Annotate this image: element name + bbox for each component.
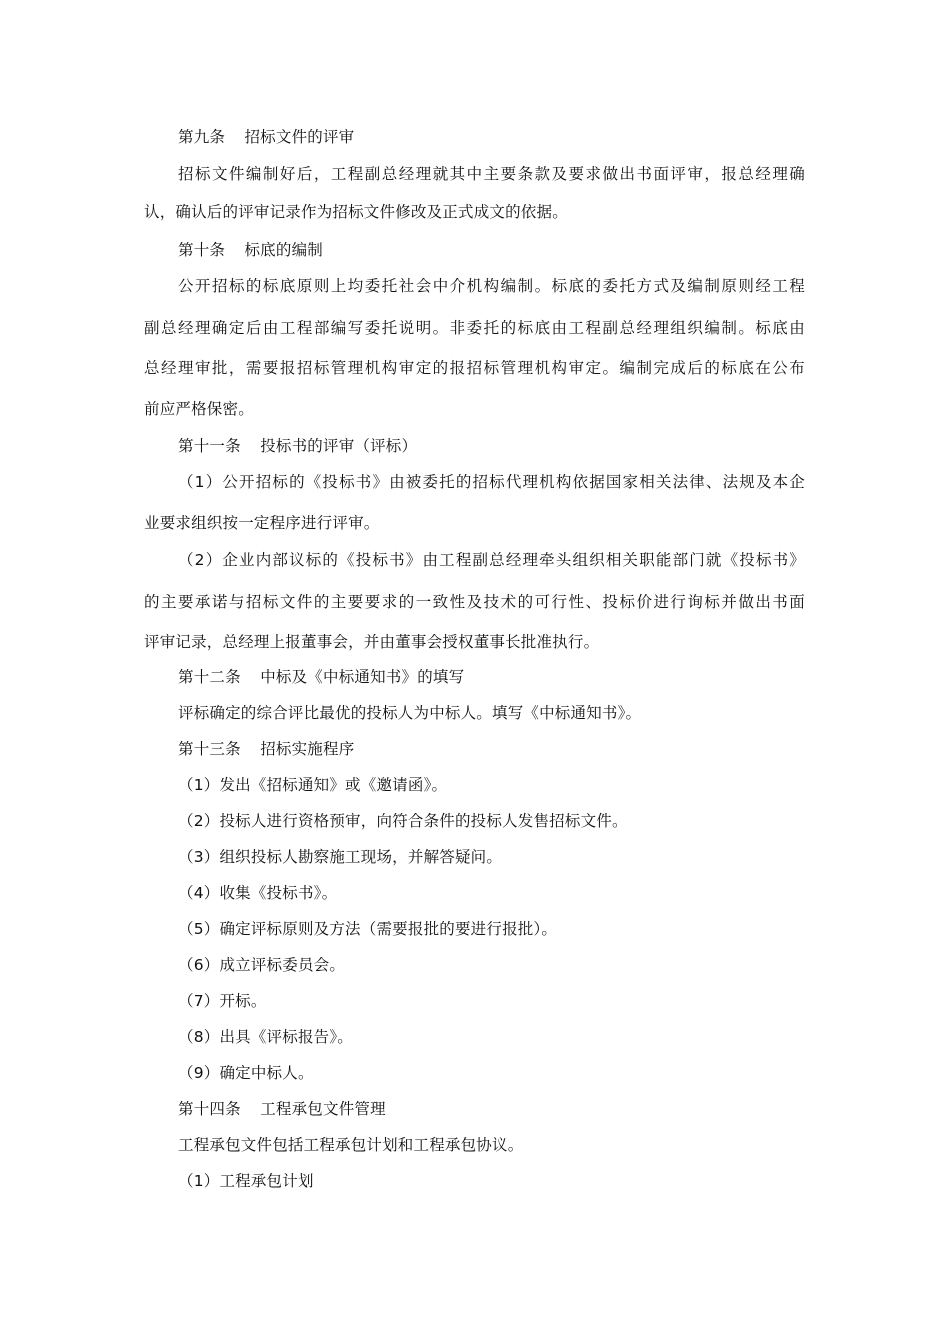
article-number: 第十三条 — [178, 740, 241, 758]
paragraph-line: 总经理审批，需要报招标管理机构审定的报招标管理机构审定。编制完成后的标底在公布 — [144, 359, 805, 377]
article-title: 工程承包文件管理 — [260, 1100, 386, 1118]
article-title: 中标及《中标通知书》的填写 — [260, 668, 465, 686]
procedure-step: （8）出具《评标报告》。 — [178, 1028, 354, 1046]
paragraph-line: 认，确认后的评审记录作为招标文件修改及正式成文的依据。 — [144, 203, 568, 221]
procedure-step: （9）确定中标人。 — [178, 1064, 314, 1082]
paragraph-line: 前应严格保密。 — [144, 400, 254, 418]
article-number: 第十四条 — [178, 1100, 241, 1118]
paragraph-line: 招标文件编制好后，工程副总经理就其中主要条款及要求做出书面评审，报总经理确 — [178, 165, 805, 183]
article-number: 第九条 — [178, 128, 226, 146]
article-number: 第十条 — [178, 241, 226, 259]
procedure-step: （1）发出《招标通知》或《邀请函》。 — [178, 776, 448, 794]
procedure-step: （7）开标。 — [178, 992, 267, 1010]
list-item-line: （2）企业内部议标的《投标书》由工程副总经理牵头组织相关职能部门就《投标书》 — [178, 551, 805, 569]
procedure-step: （2）投标人进行资格预审，向符合条件的投标人发售招标文件。 — [178, 812, 628, 830]
article-heading — [178, 1099, 386, 1119]
list-item-line: （1）工程承包计划 — [178, 1172, 314, 1190]
procedure-step: （4）收集《投标书》。 — [178, 884, 338, 902]
article-title: 招标文件的评审 — [244, 128, 355, 146]
list-item-line: 评审记录，总经理上报董事会，并由董事会授权董事长批准执行。 — [144, 633, 600, 651]
paragraph-line: 工程承包文件包括工程承包计划和工程承包协议。 — [178, 1136, 524, 1154]
article-heading — [178, 739, 354, 759]
list-item-line: （1）公开招标的《投标书》由被委托的招标代理机构依据国家相关法律、法规及本企 — [178, 473, 805, 491]
procedure-step: （6）成立评标委员会。 — [178, 956, 346, 974]
article-title: 投标书的评审（评标） — [260, 437, 418, 455]
procedure-step: （3）组织投标人勘察施工现场，并解答疑问。 — [178, 848, 503, 866]
article-heading — [178, 436, 417, 456]
procedure-step: （5）确定评标原则及方法（需要报批的要进行报批）。 — [178, 920, 558, 938]
article-title: 标底的编制 — [244, 241, 323, 259]
paragraph-line: 公开招标的标底原则上均委托社会中介机构编制。标底的委托方式及编制原则经工程 — [178, 277, 805, 295]
article-title: 招标实施程序 — [260, 740, 355, 758]
list-item-line: 业要求组织按一定程序进行评审。 — [144, 514, 380, 532]
article-number: 第十二条 — [178, 668, 241, 686]
article-heading — [178, 667, 464, 687]
article-heading — [178, 127, 354, 147]
list-item-line: 的主要承诺与招标文件的主要要求的一致性及技术的可行性、投标价进行询标并做出书面 — [144, 593, 805, 611]
paragraph-line: 评标确定的综合评比最优的投标人为中标人。填写《中标通知书》。 — [178, 704, 642, 722]
article-number: 第十一条 — [178, 437, 241, 455]
article-heading — [178, 240, 323, 260]
paragraph-line: 副总经理确定后由工程部编写委托说明。非委托的标底由工程副总经理组织编制。标底由 — [144, 319, 805, 337]
